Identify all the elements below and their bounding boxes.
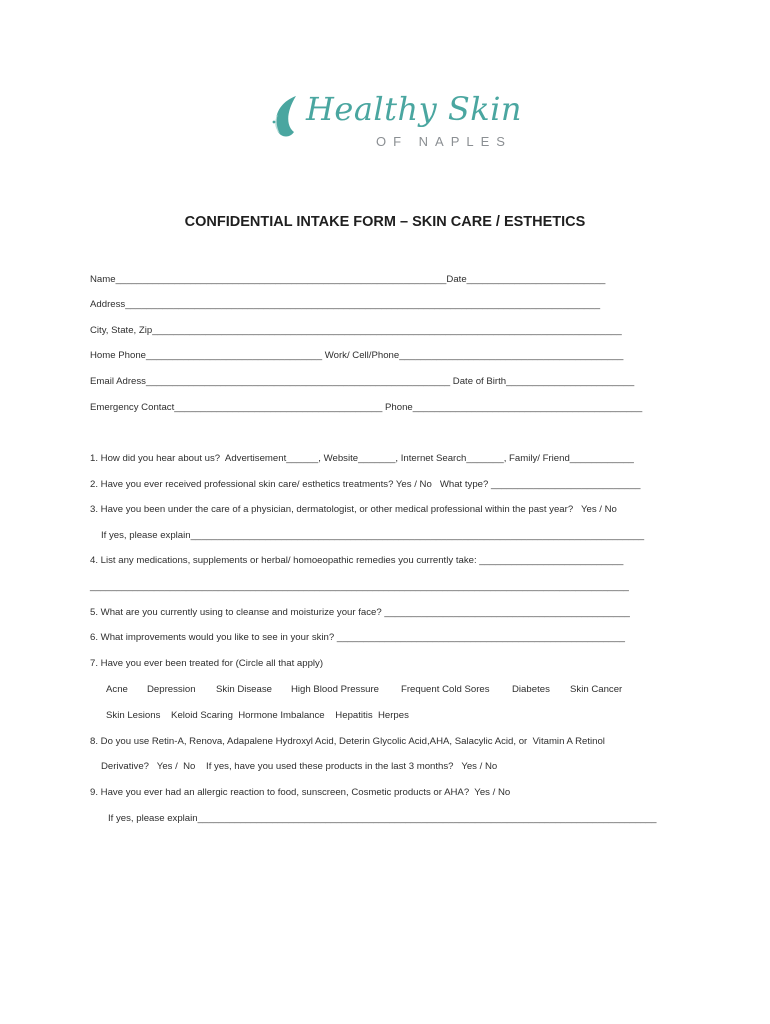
condition-option[interactable]: Skin Cancer	[570, 684, 623, 695]
question-4-answer-line[interactable]: _____________________________________________________________________________________________________	[90, 581, 629, 592]
condition-option[interactable]: Frequent Cold Sores	[401, 684, 490, 695]
question-2[interactable]: 2. Have you ever received professional skin care/ esthetics treatments? Yes / No What type? ____________________________	[90, 479, 641, 490]
city-state-zip-field[interactable]: City, State, Zip________________________________________________________________________________________	[90, 325, 622, 336]
phone-fields[interactable]: Home Phone_________________________________ Work/ Cell/Phone__________________________________________	[90, 350, 624, 361]
question-6[interactable]: 6. What improvements would you like to see in your skin? ______________________________________________________	[90, 632, 626, 643]
condition-option[interactable]: Acne	[106, 684, 128, 695]
condition-options-row-2[interactable]: Skin Lesions Keloid Scaring Hormone Imbalance Hepatitis Herpes	[106, 710, 409, 721]
question-1[interactable]: 1. How did you hear about us? Advertisement______, Website_______, Internet Search_______, Family/ Friend____________	[90, 453, 634, 464]
address-field[interactable]: Address_________________________________________________________________________________________	[90, 299, 601, 310]
logo-script-text: Healthy Skin	[306, 90, 523, 128]
question-8: 8. Do you use Retin-A, Renova, Adapalene Hydroxyl Acid, Deterin Glycolic Acid,AHA, Salacylic Acid, or Vitamin A Retinol	[90, 736, 605, 747]
question-3[interactable]: 3. Have you been under the care of a physician, dermatologist, or other medical professional within the past year? Yes / No	[90, 504, 617, 515]
question-8-continued[interactable]: Derivative? Yes / No If yes, have you used these products in the last 3 months? Yes / No	[101, 761, 498, 772]
face-leaf-icon	[266, 92, 310, 140]
condition-option[interactable]: High Blood Pressure	[291, 684, 379, 695]
brand-logo	[262, 88, 523, 156]
condition-option[interactable]: Skin Disease	[216, 684, 272, 695]
email-dob-field[interactable]: Email Adress_________________________________________________________ Date of Birth________________________	[90, 376, 635, 387]
question-3-explain[interactable]: If yes, please explain_____________________________________________________________________________________	[101, 530, 645, 541]
form-title: CONFIDENTIAL INTAKE FORM – SKIN CARE / ESTHETICS	[184, 214, 586, 230]
question-9-explain[interactable]: If yes, please explain______________________________________________________________________________________	[108, 813, 657, 824]
logo-sub-text: OF NAPLES	[376, 134, 512, 149]
name-date-field[interactable]: Name______________________________________________________________Date__________________________	[90, 274, 606, 285]
emergency-contact-field[interactable]: Emergency Contact_______________________________________ Phone___________________________________________	[90, 402, 643, 413]
condition-option[interactable]: Depression	[147, 684, 196, 695]
condition-option[interactable]: Diabetes	[512, 684, 550, 695]
question-5[interactable]: 5. What are you currently using to cleanse and moisturize your face? ______________________________________________	[90, 607, 630, 618]
question-9[interactable]: 9. Have you ever had an allergic reaction to food, sunscreen, Cosmetic products or AHA? Yes / No	[90, 787, 511, 798]
question-7: 7. Have you ever been treated for (Circle all that apply)	[90, 658, 324, 669]
question-4[interactable]: 4. List any medications, supplements or herbal/ homoeopathic remedies you currently take: ___________________________	[90, 555, 624, 566]
